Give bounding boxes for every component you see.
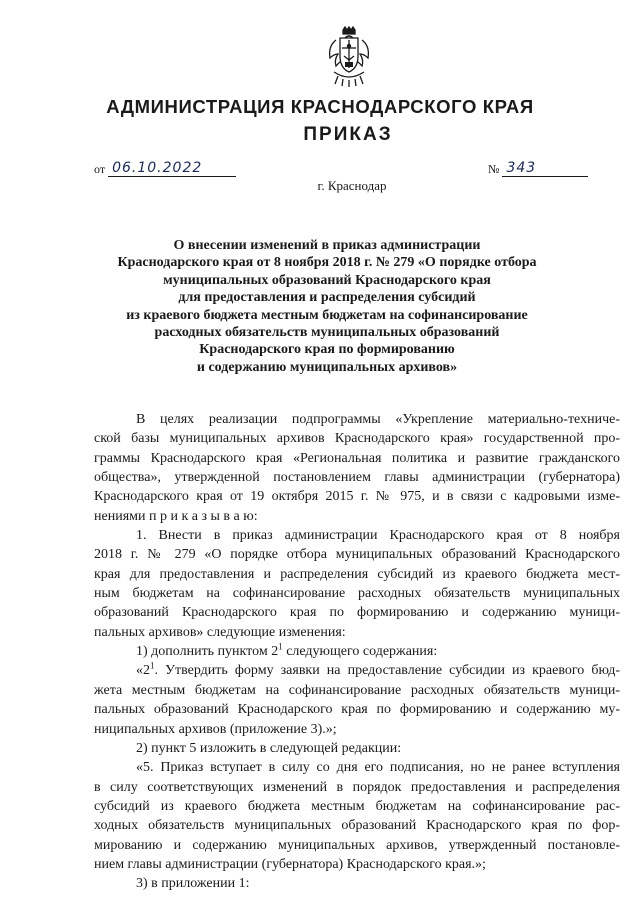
date-line	[94, 160, 236, 177]
body-line: граммы Краснодарского края «Региональная политика и развитие гражданского	[94, 450, 620, 466]
body-line: образований Краснодарского края по формированию и содержанию муници-	[94, 605, 620, 621]
document-body	[94, 410, 620, 894]
body-line: 2018 г. № 279 «О порядке отбора муниципальных образований Краснодарского	[94, 547, 620, 563]
coat-of-arms-emblem	[326, 26, 372, 88]
order-word: п р и к а з ы в а ю	[148, 508, 254, 524]
subitem-2: 2) пункт 5 изложить в следующей редакции:	[136, 740, 402, 756]
date-label: от	[94, 162, 106, 176]
body-text: следующего содержания:	[282, 644, 438, 660]
date-value: 06.10.2022	[108, 160, 236, 177]
body-line-last: ниципальных архивов (приложение 3).»;	[94, 721, 337, 737]
title-line: для предоставления и распределения субсидий	[178, 290, 476, 306]
title-line: и содержанию муниципальных архивов»	[196, 359, 458, 375]
coat-of-arms-icon	[326, 26, 372, 88]
body-text: «2	[136, 663, 150, 679]
organization-name: АДМИНИСТРАЦИЯ КРАСНОДАРСКОГО КРАЯ	[106, 96, 534, 117]
title-line: муниципальных образований Краснодарского края	[163, 272, 491, 288]
number-label: №	[488, 162, 500, 176]
body-line: пальных образований Краснодарского края по формированию и содержанию му-	[94, 702, 620, 718]
body-line: В целях реализации подпрограммы «Укрепление материально-техниче-	[136, 412, 620, 427]
body-line: «5. Приказ вступает в силу со дня его подписания, но не ранее вступления	[136, 760, 620, 776]
number-value: 343	[502, 160, 588, 177]
paragraph-preamble	[94, 410, 620, 526]
title-line: Краснодарского края от 8 ноября 2018 г. № 279 «О порядке отбора	[117, 255, 537, 271]
superscript: 1	[278, 641, 283, 652]
body-line: 1. Внести в приказ администрации Краснодарского края от 8 ноября	[136, 528, 620, 544]
body-line: ным бюджетам на софинансирование расходных обязательств муниципальных	[94, 586, 620, 602]
body-line: субсидий из краевого бюджета местным бюджетам на софинансирование рас-	[94, 798, 620, 814]
subitem-3: 3) в приложении 1:	[136, 876, 250, 892]
document-title	[0, 237, 640, 376]
number-line	[488, 160, 588, 177]
body-text: . Утвердить форму заявки на предоставление субсидии из краевого бюд-	[154, 663, 620, 679]
title-line: Краснодарского края по формированию	[199, 342, 455, 358]
body-text: :	[253, 508, 258, 524]
body-text: 1) дополнить пунктом 2	[136, 644, 279, 660]
title-line: расходных обязательств муниципальных образований	[154, 325, 500, 341]
quote-1	[94, 661, 620, 738]
body-line: ходных обязательств муниципальных образований Краснодарского края по фор-	[94, 818, 620, 834]
body-line: мированию и содержанию муниципальных архивов, утвержденный постановле-	[94, 837, 620, 853]
subitem-1	[94, 642, 620, 661]
body-line-last	[94, 507, 620, 526]
quote-2	[94, 758, 620, 874]
city: г. Краснодар	[317, 178, 387, 193]
body-line: края для предоставления и распределения субсидий из краевого бюджета мест-	[94, 566, 620, 582]
body-line: общества», утвержденной постановлением главы администрации (губернатора)	[94, 470, 620, 486]
body-line	[94, 661, 620, 680]
body-line: Краснодарского края от 19 октября 2015 г. № 975, и в связи с кадровыми изме-	[94, 489, 620, 505]
body-line-last: пальных архивов» следующие изменения:	[94, 624, 346, 640]
body-line: ской базы муниципальных архивов Краснодарского края» государственной про-	[94, 431, 620, 447]
body-line: жета местным бюджетам на софинансирование расходных обязательств муници-	[94, 682, 620, 698]
body-line: в силу соответствующих изменений в порядок предоставления и распределения	[94, 779, 620, 795]
superscript: 1	[150, 660, 155, 671]
document-type: ПРИКАЗ	[303, 124, 393, 145]
title-line: из краевого бюджета местным бюджетам на софинансирование	[126, 307, 528, 323]
body-text: нениями	[94, 508, 149, 524]
title-line: О внесении изменений в приказ администрации	[173, 238, 481, 253]
body-line-last: нием главы администрации (губернатора) Краснодарского края.»;	[94, 856, 486, 872]
paragraph-item-1	[94, 526, 620, 642]
